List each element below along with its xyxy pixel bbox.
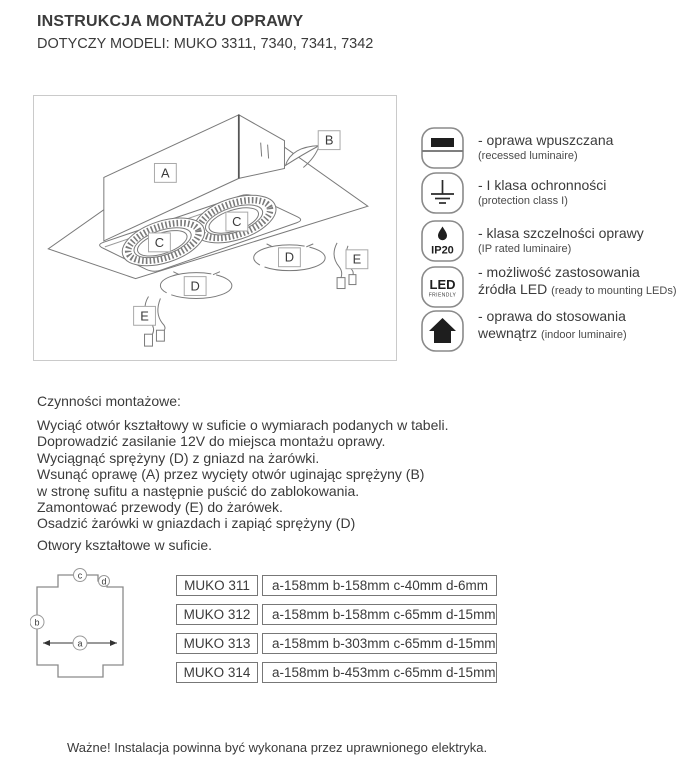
feature-sublabel: (protection class I) [478,195,568,207]
table-row [176,633,497,654]
dim-label-b: b [34,617,40,628]
part-label-wire-back: E [352,251,362,267]
footer-warning: Ważne! Instalacja powinna być wykonana przez uprawnionego elektryka. [67,740,488,755]
feature-label: - możliwość zastosowania [478,264,640,280]
feature-label-line2: źródła LED (ready to mounting LEDs) [478,281,677,297]
luminaire-drawing [34,96,396,360]
step-line: Zamontować przewody (E) do żarówek. [37,499,283,516]
housing-end [239,115,285,179]
step-line: Wyciągnąć sprężyny (D) z gniazd na żarówki. [37,449,320,466]
led-friendly-icon [421,266,464,308]
part-label-ring-front: D [190,278,200,294]
feature-sublabel: (indoor luminaire) [541,329,627,341]
ip20-icon-text: IP20 [431,244,454,257]
page-subtitle: DOTYCZY MODELI: MUKO 3311, 7340, 7341, 7342 [37,36,374,52]
feature-indoor [421,310,627,352]
holes-heading: Otwory kształtowe w suficie. [37,537,213,553]
model-cell: MUKO 313 [176,633,258,654]
feature-label: - oprawa do stosowania [478,308,626,324]
steps-heading: Czynności montażowe: [37,393,181,409]
table-row [176,604,497,625]
part-label-wire-front: E [140,308,149,324]
feature-recessed [421,127,613,169]
feature-label: - I klasa ochronności [478,177,607,193]
table-row [176,575,497,596]
part-label-ring-back: D [284,249,295,265]
feature-led [421,266,677,308]
hole-shape-diagram [30,568,130,686]
recessed-luminaire-icon [421,127,464,169]
step-line: w stronę sufitu a następnie puścić do zablokowania. [37,482,360,499]
dim-label-d: d [101,576,107,587]
step-line: Osadzić żarówki w gniazdach i zapiąć sprężyny (D) [37,515,356,532]
led-icon-subtext: FRIENDLY [428,292,457,299]
page-title: INSTRUKCJA MONTAŻU OPRAWY [37,13,304,30]
feature-label-line2: wewnątrz (indoor luminaire) [478,325,627,341]
feature-ip20 [421,220,644,262]
part-label-lamp-back: C [232,214,242,230]
step-line: Wsunąć oprawę (A) przez wycięty otwór uginając sprężyny (B) [37,466,425,483]
model-cell: MUKO 311 [176,575,258,596]
feature-sublabel: (ready to mounting LEDs) [551,285,677,297]
ip20-rating-icon [421,220,464,262]
model-cell: MUKO 312 [176,604,258,625]
part-label-spring: B [324,132,334,148]
step-line: Wyciąć otwór kształtowy w suficie o wymiarach podanych w tabeli. [37,417,449,433]
luminaire-figure-frame [33,95,397,361]
feature-sublabel: (IP rated luminaire) [478,243,572,255]
feature-label: - oprawa wpuszczana [478,132,614,148]
dims-cell: a-158mm b-158mm c-40mm d-6mm [262,575,497,596]
feature-sublabel: (recessed luminaire) [478,150,578,162]
dims-cell: a-158mm b-158mm c-65mm d-15mm [262,604,497,625]
dim-label-a: a [77,638,83,649]
table-row [176,662,497,683]
part-label-housing: A [161,165,170,181]
indoor-luminaire-icon [421,310,464,352]
part-label-lamp-front: C [154,234,165,250]
steps-paragraph [37,417,448,532]
dim-label-c: c [77,570,83,581]
feature-label: - klasa szczelności oprawy [478,225,644,241]
protection-class-1-icon [421,172,464,214]
dims-cell: a-158mm b-303mm c-65mm d-15mm [262,633,497,654]
step-line: Doprowadzić zasilanie 12V do miejsca montażu oprawy. [37,433,386,450]
led-icon-text: LED [429,277,456,292]
dimensions-table [176,575,497,683]
hole-outline [37,575,123,677]
dims-cell: a-158mm b-453mm c-65mm d-15mm [262,662,497,683]
model-cell: MUKO 314 [176,662,258,683]
feature-protection-class [421,172,606,214]
